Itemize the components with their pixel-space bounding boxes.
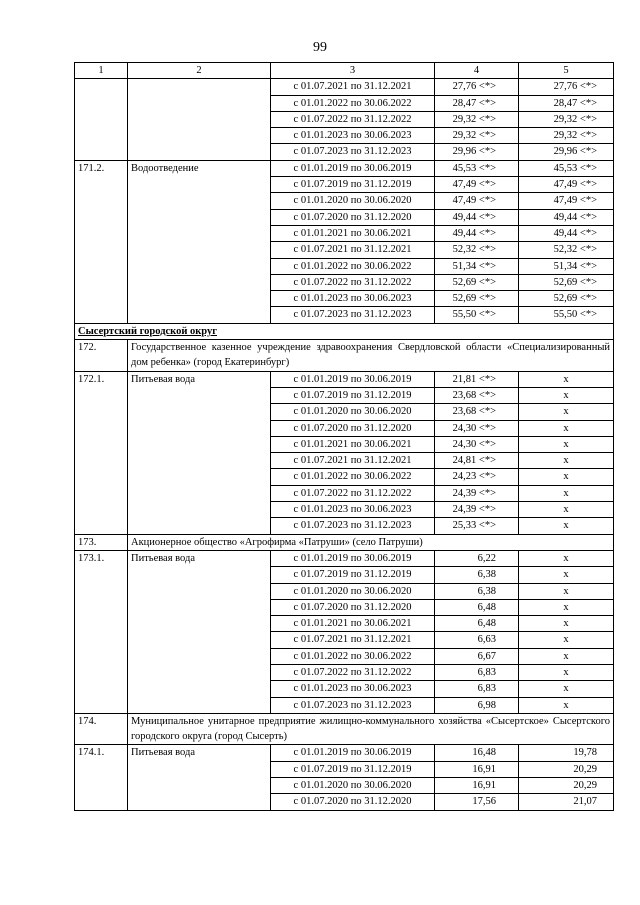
period-cell: с 01.01.2022 по 30.06.2022 <box>271 648 435 664</box>
section-row <box>75 323 614 339</box>
tariff-vat-cell: 29,96 <*> <box>519 144 614 160</box>
organization-name: Акционерное общество «Агрофирма «Патруши» (село Патруши) <box>128 534 614 550</box>
item-name: Питьевая вода <box>128 371 271 534</box>
tariff-value-cell: 23,68 <*> <box>435 387 519 403</box>
period-cell: с 01.07.2023 по 31.12.2023 <box>271 697 435 713</box>
tariff-vat-cell: х <box>519 648 614 664</box>
tariff-value-cell: 24,30 <*> <box>435 436 519 452</box>
item-number: 172.1. <box>75 371 128 534</box>
tariff-vat-cell: 20,29 <box>519 778 614 794</box>
tariff-vat-cell: 47,49 <*> <box>519 177 614 193</box>
period-cell: с 01.07.2019 по 31.12.2019 <box>271 761 435 777</box>
tariff-value-cell: 52,69 <*> <box>435 291 519 307</box>
period-cell: с 01.07.2021 по 31.12.2021 <box>271 632 435 648</box>
tariff-vat-cell: 29,32 <*> <box>519 111 614 127</box>
column-header-5: 5 <box>519 63 614 79</box>
tariff-vat-cell: х <box>519 616 614 632</box>
tariff-value-cell: 27,76 <*> <box>435 79 519 95</box>
column-header-row <box>75 63 614 79</box>
item-number: 174.1. <box>75 745 128 810</box>
table-row <box>75 79 614 95</box>
item-number: 171.2. <box>75 160 128 323</box>
tariff-vat-cell: х <box>519 404 614 420</box>
item-name: Питьевая вода <box>128 550 271 713</box>
section-title: Сысертский городской округ <box>75 323 614 339</box>
tariff-vat-cell: х <box>519 599 614 615</box>
organization-name: Государственное казенное учреждение здравоохранения Свердловской области «Специализированный дом ребенка» (город Екатеринбург) <box>128 340 614 372</box>
tariff-vat-cell: 20,29 <box>519 761 614 777</box>
period-cell: с 01.07.2019 по 31.12.2019 <box>271 177 435 193</box>
period-cell: с 01.01.2021 по 30.06.2021 <box>271 225 435 241</box>
tariff-vat-cell: 21,07 <box>519 794 614 810</box>
tariff-vat-cell: 19,78 <box>519 745 614 761</box>
period-cell: с 01.07.2020 по 31.12.2020 <box>271 599 435 615</box>
period-cell: с 01.01.2023 по 30.06.2023 <box>271 681 435 697</box>
tariff-value-cell: 45,53 <*> <box>435 160 519 176</box>
tariff-vat-cell: 45,53 <*> <box>519 160 614 176</box>
table-row <box>75 160 614 176</box>
organization-row <box>75 713 614 745</box>
tariff-vat-cell: 49,44 <*> <box>519 225 614 241</box>
organization-row <box>75 340 614 372</box>
column-header-1: 1 <box>75 63 128 79</box>
tariff-table <box>74 62 614 811</box>
tariff-value-cell: 24,39 <*> <box>435 485 519 501</box>
period-cell: с 01.07.2020 по 31.12.2020 <box>271 420 435 436</box>
period-cell: с 01.01.2019 по 30.06.2019 <box>271 371 435 387</box>
organization-number: 172. <box>75 340 128 372</box>
tariff-vat-cell: 52,32 <*> <box>519 242 614 258</box>
period-cell: с 01.01.2022 по 30.06.2022 <box>271 258 435 274</box>
tariff-value-cell: 51,34 <*> <box>435 258 519 274</box>
organization-number: 174. <box>75 713 128 745</box>
tariff-vat-cell: х <box>519 371 614 387</box>
tariff-value-cell: 24,81 <*> <box>435 453 519 469</box>
period-cell: с 01.01.2022 по 30.06.2022 <box>271 469 435 485</box>
tariff-vat-cell: х <box>519 583 614 599</box>
tariff-vat-cell: х <box>519 664 614 680</box>
page-number: 99 <box>313 40 327 55</box>
period-cell: с 01.01.2023 по 30.06.2023 <box>271 128 435 144</box>
item-number <box>75 79 128 160</box>
tariff-vat-cell: х <box>519 420 614 436</box>
period-cell: с 01.01.2019 по 30.06.2019 <box>271 160 435 176</box>
organization-number: 173. <box>75 534 128 550</box>
tariff-value-cell: 17,56 <box>435 794 519 810</box>
item-name: Водоотведение <box>128 160 271 323</box>
tariff-vat-cell: х <box>519 681 614 697</box>
tariff-vat-cell: х <box>519 567 614 583</box>
item-name: Питьевая вода <box>128 745 271 810</box>
tariff-value-cell: 6,67 <box>435 648 519 664</box>
period-cell: с 01.07.2022 по 31.12.2022 <box>271 485 435 501</box>
tariff-vat-cell: х <box>519 453 614 469</box>
tariff-vat-cell: 28,47 <*> <box>519 95 614 111</box>
tariff-vat-cell: х <box>519 697 614 713</box>
period-cell: с 01.07.2021 по 31.12.2021 <box>271 79 435 95</box>
tariff-vat-cell: х <box>519 387 614 403</box>
tariff-vat-cell: х <box>519 632 614 648</box>
tariff-value-cell: 47,49 <*> <box>435 177 519 193</box>
period-cell: с 01.07.2020 по 31.12.2020 <box>271 794 435 810</box>
tariff-value-cell: 29,32 <*> <box>435 111 519 127</box>
tariff-value-cell: 6,38 <box>435 583 519 599</box>
organization-row <box>75 534 614 550</box>
tariff-value-cell: 29,32 <*> <box>435 128 519 144</box>
tariff-value-cell: 47,49 <*> <box>435 193 519 209</box>
period-cell: с 01.01.2020 по 30.06.2020 <box>271 778 435 794</box>
tariff-value-cell: 6,98 <box>435 697 519 713</box>
tariff-value-cell: 6,48 <box>435 616 519 632</box>
tariff-value-cell: 6,83 <box>435 664 519 680</box>
period-cell: с 01.01.2021 по 30.06.2021 <box>271 436 435 452</box>
tariff-value-cell: 16,48 <box>435 745 519 761</box>
table-row <box>75 745 614 761</box>
period-cell: с 01.01.2020 по 30.06.2020 <box>271 583 435 599</box>
tariff-value-cell: 6,22 <box>435 550 519 566</box>
period-cell: с 01.01.2023 по 30.06.2023 <box>271 291 435 307</box>
period-cell: с 01.07.2022 по 31.12.2022 <box>271 274 435 290</box>
tariff-vat-cell: 55,50 <*> <box>519 307 614 323</box>
tariff-vat-cell: х <box>519 550 614 566</box>
tariff-value-cell: 24,30 <*> <box>435 420 519 436</box>
table-row <box>75 371 614 387</box>
period-cell: с 01.07.2021 по 31.12.2021 <box>271 453 435 469</box>
organization-name: Муниципальное унитарное предприятие жилищно-коммунального хозяйства «Сысертское» Сысертского городского округа (город Сысерть) <box>128 713 614 745</box>
period-cell: с 01.07.2023 по 31.12.2023 <box>271 518 435 534</box>
tariff-value-cell: 29,96 <*> <box>435 144 519 160</box>
tariff-table-body <box>75 63 614 811</box>
column-header-3: 3 <box>271 63 435 79</box>
period-cell: с 01.01.2019 по 30.06.2019 <box>271 745 435 761</box>
item-name <box>128 79 271 160</box>
tariff-vat-cell: х <box>519 502 614 518</box>
table-row <box>75 550 614 566</box>
tariff-value-cell: 49,44 <*> <box>435 225 519 241</box>
period-cell: с 01.01.2022 по 30.06.2022 <box>271 95 435 111</box>
item-number: 173.1. <box>75 550 128 713</box>
tariff-vat-cell: 27,76 <*> <box>519 79 614 95</box>
tariff-value-cell: 6,38 <box>435 567 519 583</box>
period-cell: с 01.07.2020 по 31.12.2020 <box>271 209 435 225</box>
period-cell: с 01.01.2020 по 30.06.2020 <box>271 404 435 420</box>
period-cell: с 01.07.2022 по 31.12.2022 <box>271 664 435 680</box>
tariff-vat-cell: 29,32 <*> <box>519 128 614 144</box>
tariff-value-cell: 49,44 <*> <box>435 209 519 225</box>
period-cell: с 01.07.2022 по 31.12.2022 <box>271 111 435 127</box>
tariff-value-cell: 16,91 <box>435 778 519 794</box>
period-cell: с 01.01.2020 по 30.06.2020 <box>271 193 435 209</box>
tariff-value-cell: 6,63 <box>435 632 519 648</box>
tariff-value-cell: 6,48 <box>435 599 519 615</box>
tariff-vat-cell: 52,69 <*> <box>519 291 614 307</box>
tariff-vat-cell: 49,44 <*> <box>519 209 614 225</box>
period-cell: с 01.01.2019 по 30.06.2019 <box>271 550 435 566</box>
tariff-value-cell: 16,91 <box>435 761 519 777</box>
tariff-value-cell: 24,39 <*> <box>435 502 519 518</box>
tariff-value-cell: 25,33 <*> <box>435 518 519 534</box>
tariff-value-cell: 24,23 <*> <box>435 469 519 485</box>
tariff-value-cell: 52,69 <*> <box>435 274 519 290</box>
tariff-vat-cell: х <box>519 518 614 534</box>
period-cell: с 01.07.2019 по 31.12.2019 <box>271 567 435 583</box>
tariff-value-cell: 6,83 <box>435 681 519 697</box>
period-cell: с 01.01.2023 по 30.06.2023 <box>271 502 435 518</box>
tariff-vat-cell: х <box>519 485 614 501</box>
period-cell: с 01.01.2021 по 30.06.2021 <box>271 616 435 632</box>
tariff-value-cell: 52,32 <*> <box>435 242 519 258</box>
column-header-2: 2 <box>128 63 271 79</box>
column-header-4: 4 <box>435 63 519 79</box>
tariff-value-cell: 28,47 <*> <box>435 95 519 111</box>
tariff-vat-cell: х <box>519 436 614 452</box>
tariff-value-cell: 55,50 <*> <box>435 307 519 323</box>
tariff-value-cell: 21,81 <*> <box>435 371 519 387</box>
tariff-vat-cell: 47,49 <*> <box>519 193 614 209</box>
tariff-vat-cell: 52,69 <*> <box>519 274 614 290</box>
period-cell: с 01.07.2023 по 31.12.2023 <box>271 307 435 323</box>
tariff-vat-cell: 51,34 <*> <box>519 258 614 274</box>
tariff-value-cell: 23,68 <*> <box>435 404 519 420</box>
tariff-vat-cell: х <box>519 469 614 485</box>
period-cell: с 01.07.2019 по 31.12.2019 <box>271 387 435 403</box>
period-cell: с 01.07.2021 по 31.12.2021 <box>271 242 435 258</box>
period-cell: с 01.07.2023 по 31.12.2023 <box>271 144 435 160</box>
